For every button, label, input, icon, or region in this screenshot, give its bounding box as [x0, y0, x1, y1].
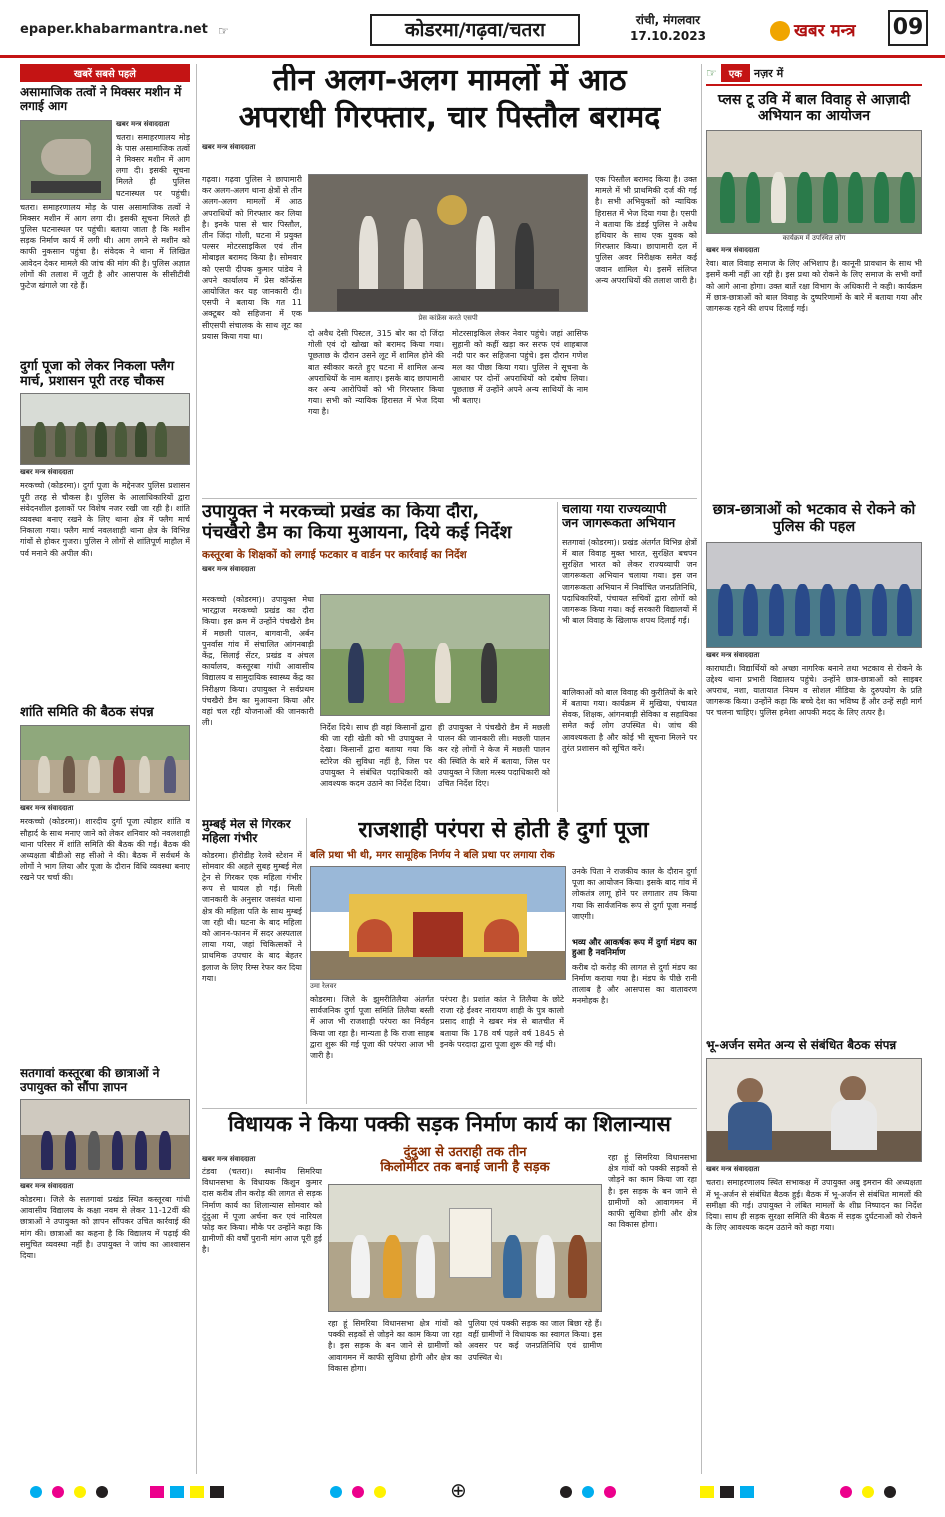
flagmarch-photo: [20, 393, 190, 465]
road-headline: विधायक ने किया पक्की सड़क निर्माण कार्य का शिलान्यास: [228, 1112, 671, 1136]
rajshahi-body-col3: उनके पिता ने राजकीय काल के दौरान दुर्गा पूजा का आयोजन किया। इसके बाद गांव में लोकतंत्र लागू होने पर लगातार तय किया गया कि सार्वजनिक रूप से दुर्गा पूजा मनाई जाएगी।: [572, 867, 697, 921]
photo-caption: कार्यक्रम में उपस्थित लोग: [782, 234, 846, 243]
students-police-photo: [706, 542, 922, 648]
registration-box: [170, 1486, 184, 1498]
rail-story: [202, 818, 302, 1104]
registration-box: [740, 1486, 754, 1498]
registration-dot: [884, 1486, 896, 1498]
rajshahi-subheadline: बलि प्रथा भी थी, मगर सामूहिक निर्णय ने बलि प्रथा पर लगाया रोक: [310, 850, 555, 862]
visit-subheadline: कस्तूरबा के शिक्षकों को लगाई फटकार व वार्डन पर कार्रवाई का निर्देश: [202, 549, 467, 562]
ek-nazar-tab: [706, 64, 922, 86]
story-flagmarch-body: मरकच्चो (कोडरमा)। दुर्गा पूजा के मद्देनजर पुलिस प्रशासन पूरी तरह से चौकस है। पुलिस के आलाधिकारियों द्वारा संवेदनशील इलाकों पर विशेष नजर रखी जा रही है। शांति व्यवस्था बनाए रखने के लिए थाना क्षेत्र में फ्लैग मार्च निकाला गया। फ्लैग मार्च नवलशाही थाना क्षेत्र के विभिन्न गांवों से होकर गुजरा। पुलिस ने लोगों से शांतिपूर्ण माहौल में पर्व मनाने की अपील की।: [20, 481, 190, 558]
rajshahi-body-col2: परंपरा है। प्रशांत कांत ने तिलैया के छोटे राजा रहे ईश्वर नारायण शाही के पुत्र कालो प्रसाद शाही ने खबर मंत्र से बातचीत में बताया कि 178 वर्ष पहले वर्ष 1845 से इनके परदादा द्वारा पूजा शुरू की गई थी।: [440, 995, 564, 1049]
photo-caption: प्रेस कांफ्रेंस करते एसपी: [418, 314, 478, 322]
road-story: [202, 1112, 697, 1474]
registration-dot: [604, 1486, 616, 1498]
lead-body-col2: दो अवैध देसी पिस्टल, 315 बोर का दो जिंदा गोली एवं दो खोखा को बरामद किया गया। पूछताछ के दौरान उसने लूट में शामिल होने की बात स्वीकार करते हुए घटना में शामिल अन्य अपराधियों के नाम बताए। इसके बाद छापामारी कर अन्य आरोपियों को भी गिरफ्तार किया गया। सभी को न्यायिक हिरासत में भेज दिया गया है।: [308, 329, 444, 417]
byline: खबर मन्त्र संवाददाता: [20, 1182, 74, 1190]
registration-dot: [330, 1486, 342, 1498]
lead-body-col3: मोटरसाइकिल लेकर नेवार पहुंचे। जहां आसिफ सुहानी को कहीं खड़ा कर सरफ एवं शाहबाज नदी पार कर सहिजना पहुंचे। इस दौरान गणेश मल का पीछा किया गया। पुलिस ने सूचना के आधार पर दोनों अपराधियों को दबोच लिया। पूछताछ में उन्होंने अपने अन्य साथियों के नाम भी बताए।: [452, 329, 588, 406]
rajshahi-headline: राजशाही परंपरा से होती है दुर्गा पूजा: [358, 818, 649, 843]
registration-dot: [582, 1486, 594, 1498]
registration-dot: [352, 1486, 364, 1498]
lead-story: [202, 64, 697, 496]
divider: [202, 1108, 697, 1109]
divider: [196, 64, 197, 1474]
city-day: रांची, मंगलवार: [635, 13, 701, 27]
byline: खबर मन्त्र संवाददाता: [706, 1165, 760, 1174]
divider: [202, 498, 697, 499]
rajshahi-body-col4: करीब दो करोड़ की लागत से दुर्गा मंडप का निर्माण कराया गया है। मंडप के पीछे रानी तालाब है और आसपास का वातावरण मनमोहक है।: [572, 962, 697, 1006]
road-subheadline-line1: दुंदुआ से उतराही तक तीन: [403, 1145, 527, 1160]
brand-icon: [770, 21, 790, 41]
foundation-stone-photo: [328, 1184, 602, 1312]
registration-dot: [374, 1486, 386, 1498]
right-column: [706, 64, 922, 1474]
land-meeting-photo: [706, 1058, 922, 1162]
page-number: 09: [888, 10, 928, 46]
awareness-body: सतगावां (कोडरमा)। प्रखंड अंतर्गत विभिन्न क्षेत्रों में बाल विवाह मुक्त भारत, सुरक्षित बचपन सुरक्षित भारत को लेकर राज्यव्यापी जन जागरूकता अभियान चलाया गया। इस जन जागरूकता अभियान में निर्वाचित जनप्रतिनिधि, पदाधिकारियों, पंचायत सचिवों द्वारा लोगों को जागरूक किया गया। कई सरकारी विद्यालयों में भी बाल विवाह के खिलाफ शपथ दिलाई गई।: [562, 537, 697, 626]
registration-dot: [30, 1486, 42, 1498]
story-flagmarch-headline: दुर्गा पूजा को लेकर निकला फ्लैग मार्च, प्रशासन पूरी तरह चौकस: [20, 358, 175, 389]
awareness-body-b: बालिकाओं को बाल विवाह की कुरीतियों के बारे में बताया गया। कार्यक्रम में मुखिया, पंचायत सेवक, शिक्षक, आंगनबाड़ी सेविका व सहायिका समेत कई लोग उपस्थित थे। जांच की आवश्यकता है और कोई भी सूचना मिलने पर तुरंत प्रशासन को सूचित करें।: [562, 687, 697, 753]
visit-body-col3: ही उपायुक्त ने पंचखैरो डैम में मछली पालन की जानकारी ली। मछली पालन कर रहे लोगों ने केज में मछली पालन की स्थिति के बारे में बताया, जिस पर उपायुक्त ने जिला मत्स्य पदाधिकारी को उचित निर्देश दिए।: [438, 723, 550, 789]
registration-dot: [74, 1486, 86, 1498]
divider: [557, 502, 558, 812]
visit-story: [202, 502, 552, 812]
durga-mandap-photo: [310, 866, 566, 980]
masthead: [0, 0, 945, 58]
awareness-headline-line2: जन जागरूकता अभियान: [562, 515, 676, 531]
byline: खबर मन्त्र संवाददाता: [202, 565, 256, 574]
registration-box: [210, 1486, 224, 1498]
registration-dot: [52, 1486, 64, 1498]
divider: [701, 64, 702, 1474]
story-peace-body: मरकच्चो (कोडरमा)। शारदीय दुर्गा पूजा त्योहार शांति व सौहार्द के साथ मनाए जाने को लेकर शनिवार को नवलशाही थाना परिसर में शांति समिति की बैठक की गई। बैठक की अध्यक्षता बीडीओ सह सीओ ने की। बैठक में सर्वधर्म के लोगों ने भाग लिया और पूजा के दौरान विधि व्यवस्था बनाए रखने पर चर्चा की।: [20, 817, 190, 883]
byline: खबर मन्त्र संवाददाता: [706, 650, 760, 659]
left-tag: खबरें सबसे पहले: [20, 64, 190, 82]
lead-headline-line2: अपराधी गिरफ्तार, चार पिस्तौल बरामद: [238, 99, 661, 135]
rail-headline: मुम्बई मेल से गिरकर महिला गंभीर: [202, 818, 291, 845]
divider: [306, 818, 307, 1104]
registration-dot: [840, 1486, 852, 1498]
byline: खबर मन्त्र संवाददाता: [202, 1155, 256, 1163]
visit-headline-line2: पंचखैरो डैम का किया मुआयना, दिये कई निर्देश: [202, 521, 512, 543]
rajshahi-body-col1: कोडरमा। जिले के झुमरीतिलैया अंतर्गत सार्वजनिक दुर्गा पूजा समिति तिलैया बस्ती में आज भी राजशाही परंपरा का निर्वहन किया जा रहा है। मान्यता है कि राजा साहब द्वारा शुरू की गई पूजा की परंपरा आज भी जारी है।: [310, 995, 434, 1061]
lead-headline-line1: तीन अलग-अलग मामलों में आठ: [272, 64, 627, 98]
byline: खबर मन्त्र संवाददाता: [20, 804, 74, 813]
road-body-col1: टंडवा (चतरा)। स्थानीय सिमरिया विधानसभा के विधायक किशुन कुमार दास करीब तीन करोड़ की लागत से सड़क निर्माण कार्य का शिलान्यास सोमवार को दुंदुआ में पूजा अर्चना कर एवं नारियल फोड़ कर किया। मौके पर उन्होंने कहा कि ग्रामीणों की वर्षों पुरानी मांग आज पूरी हुई है।: [202, 1167, 322, 1255]
pointer-icon: ☞: [706, 66, 717, 80]
brand-name: खबर मन्त्र: [794, 21, 856, 41]
visit-headline-line1: उपायुक्त ने मरकच्चो प्रखंड का किया दौरा,: [202, 502, 480, 522]
registration-box: [720, 1486, 734, 1498]
peace-meeting-photo: [20, 725, 190, 801]
r2-body: काराघाटी। विद्यार्थियों को अच्छा नागरिक बनाने तथा भटकाव से रोकने के उद्देश्य थाना प्रभारी विद्यालय पहुंचे। उन्होंने छात्र-छात्राओं को साइबर अपराध, नशा, यातायात नियम व सोशल मीडिया के दुरुपयोग के प्रति जागरूक किया। उन्होंने कहा कि बच्चे देश का भविष्य हैं और उन्हें सही मार्ग पर चलना चाहिए। पुलिस हमेशा आपकी मदद के लिए तत्पर है।: [706, 663, 922, 718]
r3-body: चतरा। समाहरणालय स्थित सभाकक्ष में उपायुक्त अबु इमरान की अध्यक्षता में भू-अर्जन से संबंधित बैठक हुई। बैठक में भू-अर्जन से संबंधित मामलों की समीक्षा की गई। उपायुक्त ने लंबित मामलों के शीघ्र निष्पादन का निर्देश दिया। साथ ही सड़क सुरक्षा समिति की बैठक में सड़क दुर्घटनाओं को रोकने के लिए आवश्यक कदम उठाने को कहा गया।: [706, 1178, 922, 1233]
brand-logo: [770, 18, 856, 41]
registration-dot: [96, 1486, 108, 1498]
rajshahi-subhead-2: भव्य और आकर्षक रूप में दुर्गा मंडप का हुआ है नवनिर्माण: [572, 938, 697, 958]
visit-body-col1: मरकच्चो (कोडरमा)। उपायुक्त मेघा भारद्वाज मरकच्चो प्रखंड का दौरा किया। इस क्रम में उन्होंने पंचखैरो डैम में मछली पालन, बागवानी, अर्बन पुनर्वास गांव में संचालित आंगनबाड़ी केंद्र, सिलाई सेंटर, प्रखंड व अंचल कार्यालय, कस्तूरबा गांधी आवासीय विद्यालय व सामुदायिक स्वास्थ्य केंद्र का निरीक्षण किया। उपायुक्त ने सर्वप्रथम पंचखैरो डैम का मुआयना किया और वहां चल रही योजनाओं की जानकारी ली।: [202, 595, 314, 728]
kasturba-photo: [20, 1099, 190, 1179]
site-url[interactable]: epaper.khabarmantra.net: [20, 22, 208, 37]
cursor-icon: ☞: [218, 24, 229, 38]
dateline: [630, 12, 706, 44]
r1-body: रेवा। बाल विवाह समाज के लिए अभिशाप है। कानूनी प्रावधान के साथ भी इसमें कमी नहीं आ रही है। इस प्रथा को रोकने के लिए समाज के सभी वर्गों को आगे आना होगा। उक्त बातें रक्षा विभाग के अधिकारी ने कही। कार्यक्रम में छात्र-छात्राओं को बाल विवाह के दुष्परिणामों के बारे में बताया गया और जागरूक रहने की शपथ दिलाई गई।: [706, 259, 922, 313]
awareness-headline-line1: चलाया गया राज्यव्यापी: [562, 502, 667, 516]
mixer-photo: [20, 120, 112, 200]
registration-dot: [560, 1486, 572, 1498]
byline: खबर मन्त्र संवाददाता: [202, 143, 256, 151]
tab-label: एक: [721, 64, 750, 82]
lead-body-col1: गढ़वा। गढ़वा पुलिस ने छापामारी कर अलग-अलग थाना क्षेत्रों से तीन अलग-अलग मामलों में आठ अपराधियों को गिरफ्तार कर लिया है। इनके पास से चार पिस्तौल, तीन जिंदा गोली, घटना में प्रयुक्त पल्सर मोटरसाइकिल एवं तीन मोबाइल बरामद किया है। सोमवार को एसपी दीपक कुमार पांडेय ने अपने कार्यालय में प्रेस कॉन्फ्रेंस आयोजित कर यह जानकारी दी। एसपी ने बताया कि गत 11 अक्टूबर को सहिजना में एक सीएसपी संचालक के साथ लूट का प्रयास किया गया था।: [202, 175, 302, 341]
road-body-col3: पुलिया एवं पक्की सड़क का जाल बिछा रहे हैं। वहीं ग्रामीणों ने विधायक का स्वागत किया। इस अवसर पर कई जनप्रतिनिधि एवं ग्रामीण उपस्थित थे।: [468, 1319, 602, 1362]
road-subheadline-line2: किलोमीटर तक बनाई जानी है सड़क: [380, 1159, 550, 1175]
r2-headline: छात्र-छात्राओं को भटकाव से रोकने को पुलिस की पहल: [712, 502, 916, 535]
date: 17.10.2023: [630, 29, 706, 43]
road-body-col4: रहा हूं सिमरिया विधानसभा क्षेत्र गांवों को पक्की सड़कों से जोड़ने का काम किया जा रहा है। इस सड़क के बन जाने से ग्रामीणों को आवागमन में काफी सुविधा होगी और क्षेत्र का विकास होगा।: [608, 1153, 697, 1230]
registration-box: [190, 1486, 204, 1498]
registration-box: [150, 1486, 164, 1498]
registration-box: [700, 1486, 714, 1498]
rajshahi-story: [310, 818, 697, 1104]
lead-body-col4: एक पिस्तौल बरामद किया है। उक्त मामले में भी प्राथमिकी दर्ज की गई है। सभी अभियुक्तों को न्यायिक हिरासत में भेज दिया गया है। एसपी ने बताया कि डंडई पुलिस ने अवैध हथियार के साथ एक युवक को गिरफ्तार किया। छापामारी दल में पुलिस अवर निरीक्षक समेत कई जवान शामिल थे। इसमें संलिप्त अन्य अपराधियों की तलाश जारी है।: [595, 175, 697, 285]
left-column: [20, 64, 190, 1474]
r1-headline: प्लस टू उवि में बाल विवाह से आज़ादी अभियान का आयोजन: [717, 92, 911, 125]
story-kasturba-headline: सतगावां कस्तूरबा की छात्राओं ने उपायुक्त को सौंपा ज्ञापन: [20, 1066, 160, 1095]
crosshair-icon: ⊕: [450, 1478, 467, 1502]
byline: खबर मन्त्र संवाददाता: [20, 468, 74, 477]
story-mixer-body: चतरा। समाहरणालय मोड़ के पास असामाजिक तत्वों ने मिक्सर मशीन में आग लगा दी। इसकी सूचना मिलते ही पुलिस घटनास्थल पर पहुंची। बताया जाता है कि मशीन सड़क निर्माण कार्य में लगी थी। आग लगने से मशीन को काफी नुकसान पहुंचा है। संवेदक ने थाना में लिखित आवेदन देकर मामले की जांच की मांग की है। पुलिस अज्ञात लोगों की तलाश में जुटी है और आसपास के सीसीटीवी फुटेज खंगाले जा रहे हैं।: [20, 202, 190, 291]
r3-headline: भू-अर्जन समेत अन्य से संबंधित बैठक संपन्न: [706, 1037, 897, 1052]
byline: खबर मन्त्र संवाददाता: [116, 119, 170, 128]
tab-rest: नज़र में: [753, 66, 784, 80]
story-kasturba-body: कोडरमा। जिले के सतगावां प्रखंड स्थित कस्तूरबा गांधी आवासीय विद्यालय के कक्षा नवम से लेकर 11-12वीं की छात्राओं ने उपायुक्त को ज्ञापन सौंपकर उचित कार्रवाई की मांग की। छात्राओं का कहना है कि विद्यालय में पढ़ाई की समुचित व्यवस्था नहीं है। उपायुक्त ने जांच का आश्वासन दिया।: [20, 1195, 190, 1261]
byline: खबर मन्त्र संवाददाता: [706, 246, 760, 255]
story-mixer-body-a: चतरा। समाहरणालय मोड़ के पास असामाजिक तत्वों ने मिक्सर मशीन में आग लगा दी। इसकी सूचना मिलते ही पुलिस घटनास्थल पर पहुंची।: [116, 132, 190, 198]
registration-dot: [862, 1486, 874, 1498]
child-marriage-event-photo: [706, 130, 922, 234]
awareness-story: [562, 502, 697, 812]
story-peace-headline: शांति समिति की बैठक संपन्न: [20, 705, 154, 721]
rail-body: कोडरमा। हीरोडीह रेलवे स्टेशन में सोमवार की अहले सुबह मुम्बई मेल ट्रेन से गिरकर एक महिला गंभीर रूप से घायल हो गई। मिली जानकारी के अनुसार जसवंत थाना क्षेत्र की महिला पति के साथ मुम्बई जा रही थी। घटना के बाद महिला को आनन-फानन में सदर अस्पताल लाया गया, जहां चिकित्सकों ने प्राथमिक उपचार के बाद बेहतर इलाज के लिए रिम्स रेफर कर दिया गया।: [202, 850, 302, 983]
road-body-col2: रहा हूं सिमरिया विधानसभा क्षेत्र गांवों को पक्की सड़कों से जोड़ने का काम किया जा रहा है। इस सड़क के बन जाने से ग्रामीणों को आवागमन में काफी सुविधा होगी और क्षेत्र का विकास होगा।: [328, 1319, 462, 1373]
dam-inspection-photo: [320, 594, 550, 716]
section-title: कोडरमा/गढ़वा/चतरा: [370, 14, 580, 46]
press-conference-photo: [308, 174, 588, 312]
print-registration-bar: [0, 1478, 945, 1506]
story-mixer-headline: असामाजिक तत्वों ने मिक्सर मशीन में लगाई आग: [20, 85, 182, 113]
photo-caption: उमा रेलवर: [310, 982, 337, 990]
visit-body-col2: निर्देश दिये। साथ ही वहां किसानों द्वारा की जा रही खेती को भी उपायुक्त ने देखा। किसानों द्वारा बताया गया कि स्टोरेज की सुविधा नहीं है, जिस पर उपायुक्त ने संबंधित पदाधिकारी को आवश्यक कदम उठाने का निर्देश दिया।: [320, 723, 432, 789]
